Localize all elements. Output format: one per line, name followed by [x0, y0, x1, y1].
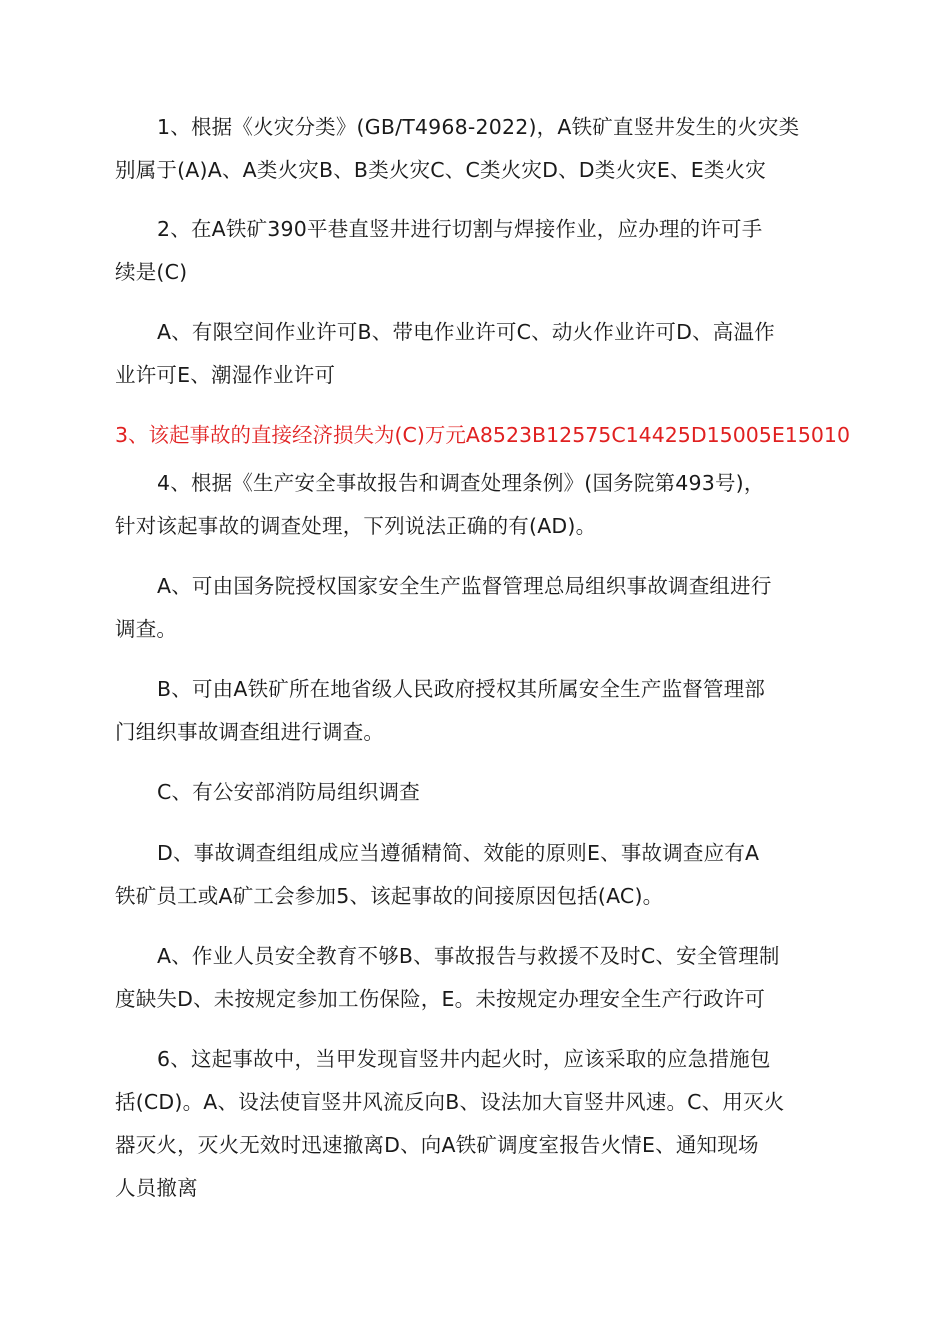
question-6-line-4: 人员撤离 [115, 1176, 198, 1200]
question-1-line-2: 别属于(A)A、A类火灾B、B类火灾C、C类火灾D、D类火灾E、E类火灾 [115, 158, 766, 182]
question-5-options-line-2: 度缺失D、未按规定参加工伤保险，E。未按规定办理安全生产行政许可 [115, 987, 766, 1011]
question-5-options [115, 935, 833, 1021]
question-2-line-1: 2、在A铁矿390平巷直竖井进行切割与焊接作业，应办理的许可手 [157, 217, 763, 241]
question-4-line-1: 4、根据《生产安全事故报告和调查处理条例》(国务院第493号)， [157, 471, 765, 495]
question-3-line-1: 3、该起事故的直接经济损失为(C)万元A8523B12575C14425D15005E15010 [115, 423, 851, 447]
question-2-options-line-1: A、有限空间作业许可B、带电作业许可C、动火作业许可D、高温作 [157, 320, 775, 344]
question-4-option-b-line-2: 门组织事故调查组进行调查。 [115, 720, 385, 744]
question-6-line-2: 括(CD)。A、设法使盲竖井风流反向B、设法加大盲竖井风速。C、用灭火 [115, 1090, 785, 1114]
question-1 [115, 106, 833, 192]
question-4-option-c-line-1: C、有公安部消防局组织调查 [157, 780, 420, 804]
question-2-options-line-2: 业许可E、潮湿作业许可 [115, 363, 336, 387]
question-4-option-b [115, 668, 833, 754]
question-2-line-2: 续是(C) [115, 260, 188, 284]
question-4-option-b-line-1: B、可由A铁矿所在地省级人民政府授权其所属安全生产监督管理部 [157, 677, 766, 701]
question-3 [115, 414, 851, 457]
question-4-option-a-line-1: A、可由国务院授权国家安全生产监督管理总局组织事故调查组进行 [157, 574, 772, 598]
question-4-line-2: 针对该起事故的调查处理，下列说法正确的有(AD)。 [115, 514, 597, 538]
question-4 [115, 462, 833, 548]
question-4-option-a [115, 565, 833, 651]
question-4-option-c [115, 771, 833, 814]
question-2 [115, 208, 833, 294]
question-4-option-d-line-1: D、事故调查组组成应当遵循精简、效能的原则E、事故调查应有A [157, 841, 760, 865]
question-6 [115, 1038, 833, 1210]
question-4-option-d-e-question-5 [115, 832, 833, 918]
question-2-options [115, 311, 833, 397]
question-5-line-1: 铁矿员工或A矿工会参加5、该起事故的间接原因包括(AC)。 [115, 884, 664, 908]
question-6-line-1: 6、这起事故中，当甲发现盲竖井内起火时，应该采取的应急措施包 [157, 1047, 771, 1071]
question-6-line-3: 器灭火，灭火无效时迅速撤离D、向A铁矿调度室报告火情E、通知现场 [115, 1133, 759, 1157]
question-4-option-a-line-2: 调查。 [115, 617, 178, 641]
question-1-line-1: 1、根据《火灾分类》(GB/T4968-2022)，A铁矿直竖井发生的火灾类 [157, 115, 800, 139]
question-5-options-line-1: A、作业人员安全教育不够B、事故报告与救援不及时C、安全管理制 [157, 944, 780, 968]
